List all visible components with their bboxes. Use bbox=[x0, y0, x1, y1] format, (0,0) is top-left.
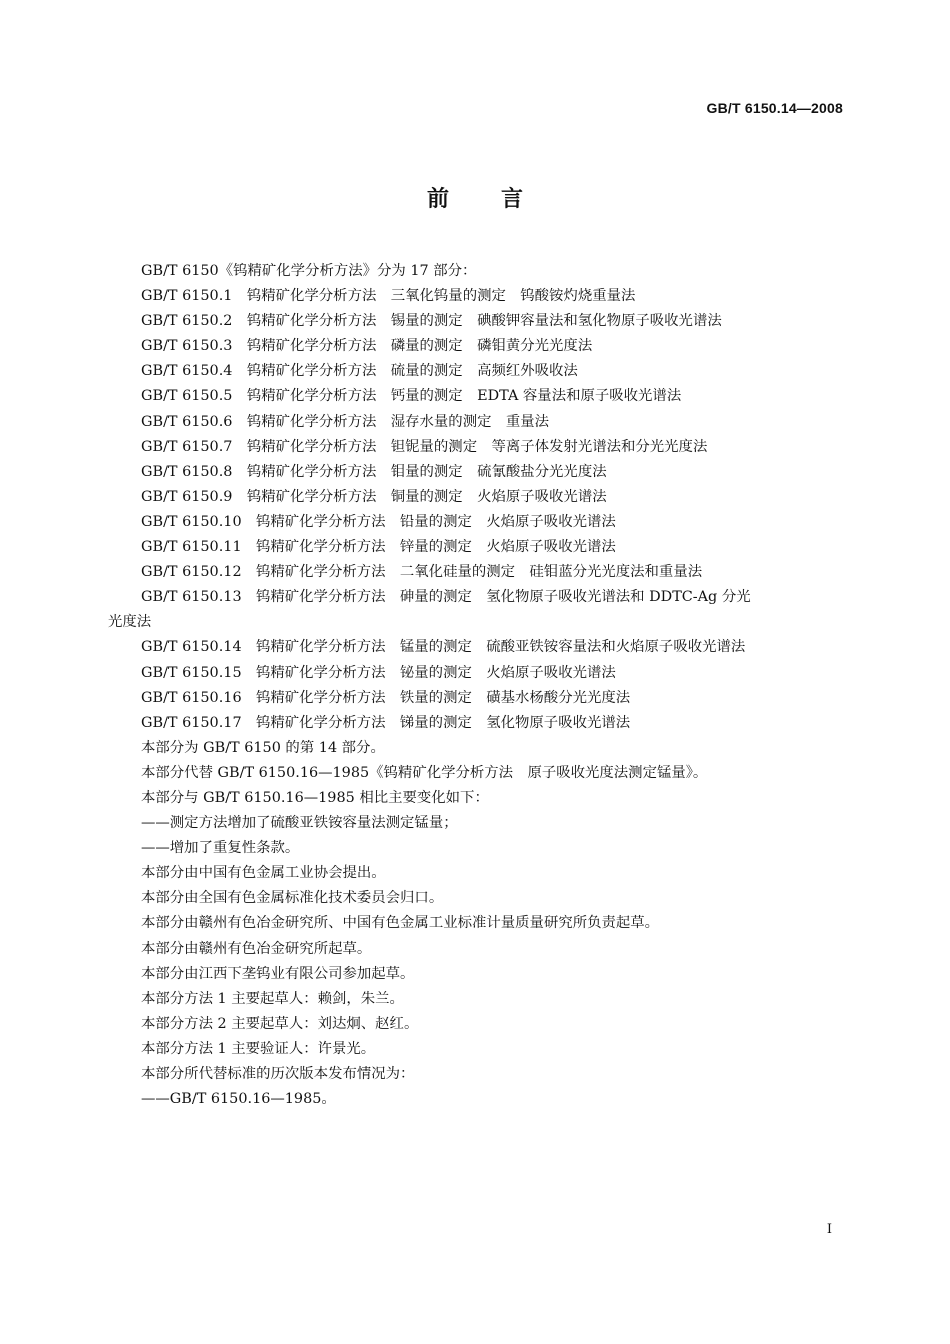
history-item-1: ——GB/T 6150.16—1985。 bbox=[141, 1091, 336, 1108]
part-list-item-16: GB/T 6150.16 钨精矿化学分析方法 铁量的测定 磺基水杨酸分光光度法 bbox=[141, 689, 631, 706]
paragraph-method1-verifier: 本部分方法 1 主要验证人：许景光。 bbox=[141, 1040, 376, 1057]
part-list-item-2: GB/T 6150.2 钨精矿化学分析方法 锡量的测定 碘酸钾容量法和氢化物原子吸收光谱法 bbox=[141, 313, 722, 330]
change-item-1: ——测定方法增加了硫酸亚铁铵容量法测定锰量； bbox=[141, 815, 458, 832]
part-list-item-11: GB/T 6150.11 钨精矿化学分析方法 锌量的测定 火焰原子吸收光谱法 bbox=[141, 539, 616, 556]
part-list-item-15: GB/T 6150.15 钨精矿化学分析方法 铋量的测定 火焰原子吸收光谱法 bbox=[141, 664, 616, 681]
foreword-body bbox=[108, 259, 844, 1112]
part-list-item-5: GB/T 6150.5 钨精矿化学分析方法 钙量的测定 EDTA 容量法和原子吸收光谱法 bbox=[141, 388, 682, 405]
part-list-item-3: GB/T 6150.3 钨精矿化学分析方法 磷量的测定 磷钼黄分光光度法 bbox=[141, 338, 593, 355]
part-list-item-10: GB/T 6150.10 钨精矿化学分析方法 铅量的测定 火焰原子吸收光谱法 bbox=[141, 513, 616, 530]
change-item-2: ——增加了重复性条款。 bbox=[141, 840, 300, 857]
part-list-item-17: GB/T 6150.17 钨精矿化学分析方法 锑量的测定 氢化物原子吸收光谱法 bbox=[141, 714, 631, 731]
paragraph-administered-by: 本部分由全国有色金属标准化技术委员会归口。 bbox=[141, 890, 444, 907]
page-title-char-1: 前 bbox=[426, 187, 449, 212]
part-list-item-1: GB/T 6150.1 钨精矿化学分析方法 三氧化钨量的测定 钨酸铵灼烧重量法 bbox=[141, 288, 636, 305]
page-title-char-2: 言 bbox=[501, 187, 524, 212]
part-list-item-13: GB/T 6150.13 钨精矿化学分析方法 砷量的测定 氢化物原子吸收光谱法和 DDTC-Ag 分光 bbox=[141, 589, 751, 606]
part-list-item-14: GB/T 6150.14 钨精矿化学分析方法 锰量的测定 硫酸亚铁铵容量法和火焰原子吸收光谱法 bbox=[141, 639, 746, 656]
part-list-item-12: GB/T 6150.12 钨精矿化学分析方法 二氧化硅量的测定 硅钼蓝分光光度法和重量法 bbox=[141, 564, 703, 581]
paragraph-intro: GB/T 6150《钨精矿化学分析方法》分为 17 部分： bbox=[141, 263, 477, 279]
paragraph-changes-intro: 本部分与 GB/T 6150.16—1985 相比主要变化如下： bbox=[141, 789, 489, 806]
paragraph-method2-drafters: 本部分方法 2 主要起草人：刘达炯、赵红。 bbox=[141, 1015, 419, 1032]
paragraph-proposed-by: 本部分由中国有色金属工业协会提出。 bbox=[141, 865, 386, 882]
standard-number: GB/T 6150.14—2008 bbox=[706, 100, 843, 116]
paragraph-replaces: 本部分代替 GB/T 6150.16—1985《钨精矿化学分析方法 原子吸收光度法测定锰量》。 bbox=[141, 764, 708, 781]
part-list-item-4: GB/T 6150.4 钨精矿化学分析方法 硫量的测定 高频红外吸收法 bbox=[141, 363, 578, 380]
paragraph-drafted-by: 本部分由赣州有色冶金研究所起草。 bbox=[141, 940, 372, 957]
part-list-item-8: GB/T 6150.8 钨精矿化学分析方法 钼量的测定 硫氰酸盐分光光度法 bbox=[141, 463, 607, 480]
page-title bbox=[0, 182, 950, 213]
page-number: I bbox=[826, 1222, 832, 1237]
part-list-item-9: GB/T 6150.9 钨精矿化学分析方法 铜量的测定 火焰原子吸收光谱法 bbox=[141, 488, 607, 505]
part-list-item-13-continued: 光度法 bbox=[108, 614, 152, 631]
paragraph-responsible-drafting: 本部分由赣州有色冶金研究所、中国有色金属工业标准计量质量研究所负责起草。 bbox=[141, 915, 660, 932]
paragraph-participating-drafter: 本部分由江西下垄钨业有限公司参加起草。 bbox=[141, 965, 415, 982]
paragraph-part-number: 本部分为 GB/T 6150 的第 14 部分。 bbox=[141, 739, 385, 756]
paragraph-history-intro: 本部分所代替标准的历次版本发布情况为： bbox=[141, 1066, 415, 1082]
part-list-item-7: GB/T 6150.7 钨精矿化学分析方法 钽铌量的测定 等离子体发射光谱法和分光光度法 bbox=[141, 438, 708, 455]
part-list-item-6: GB/T 6150.6 钨精矿化学分析方法 湿存水量的测定 重量法 bbox=[141, 413, 550, 430]
paragraph-method1-drafters: 本部分方法 1 主要起草人：赖剑，朱兰。 bbox=[141, 990, 404, 1007]
